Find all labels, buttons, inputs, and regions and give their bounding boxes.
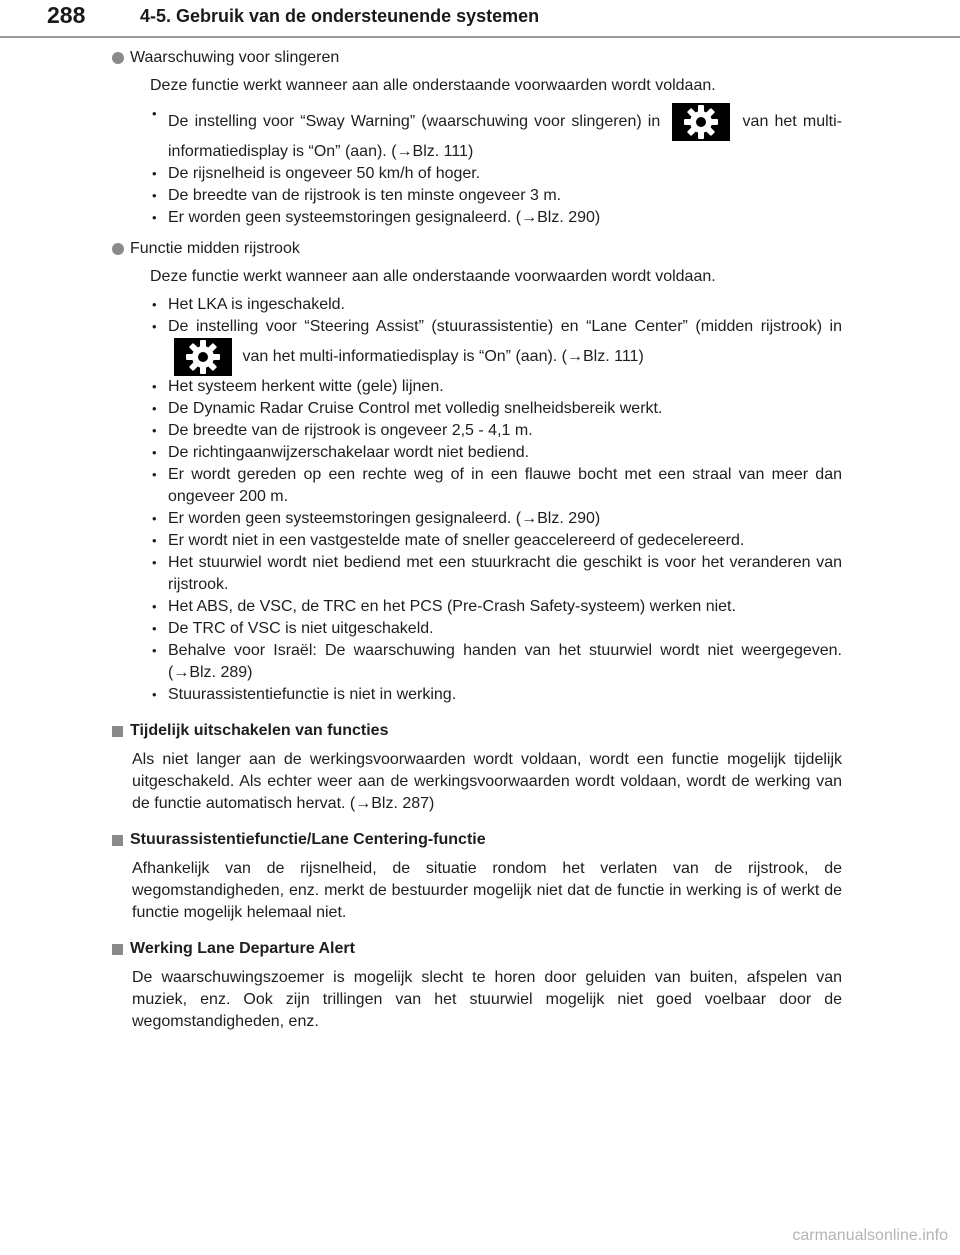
section-title: 4-5. Gebruik van de ondersteunende systemen <box>140 6 540 26</box>
steering-assist-heading <box>112 827 842 853</box>
page-content <box>112 46 842 1033</box>
list-item-text: De instelling voor “Sway Warning” (waarschuwing voor slingeren) in <box>168 113 661 131</box>
settings-gear-icon <box>174 338 232 376</box>
square-marker-icon <box>112 944 123 955</box>
list-item: • Er wordt niet in een vastgestelde mate of sneller geaccelereerd of gedecelereerd. <box>150 530 842 552</box>
list-item: • De rijsnelheid is ongeveer 50 km/h of hoger. <box>150 163 842 185</box>
list-item: • Er worden geen systeemstoringen gesignaleerd. (→Blz. 290) <box>150 508 842 530</box>
sway-warning-title: Waarschuwing voor slingeren <box>130 49 340 66</box>
settings-gear-icon <box>672 103 730 141</box>
list-item-text: van het multi-informatiedisplay is “On” (aan). (→Blz. 111) <box>168 113 842 160</box>
list-item: • De breedte van de rijstrook is ongeveer 2,5 - 4,1 m. <box>150 420 842 442</box>
list-item: • Stuurassistentiefunctie is niet in werking. <box>150 684 842 706</box>
steering-assist-title: Stuurassistentiefunctie/Lane Centering-functie <box>130 831 486 848</box>
page-number: 288 <box>47 2 86 28</box>
header-divider <box>0 36 960 38</box>
square-marker-icon <box>112 726 123 737</box>
lane-departure-alert-body: De waarschuwingszoemer is mogelijk slecht te horen door geluiden van buiten, afspelen van muziek, enz. Ook zijn trillingen van het stuurwiel mogelijk niet goed voelbaar door de wegomstandigheden, enz. <box>132 969 842 1030</box>
list-item: • De TRC of VSC is niet uitgeschakeld. <box>150 618 842 640</box>
lane-center-title: Functie midden rijstrook <box>130 240 300 257</box>
list-item: • Het LKA is ingeschakeld. <box>150 294 842 316</box>
temporary-deactivation-body: Als niet langer aan de werkingsvoorwaarden wordt voldaan, wordt een functie mogelijk tijdelijk uitgeschakeld. Als echter weer aan de werkingsvoorwaarden wordt voldaan, wordt de werking van de functie automatisch hervat. (→Blz. 287) <box>132 751 842 812</box>
list-item: • Het ABS, de VSC, de TRC en het PCS (Pre-Crash Safety-systeem) werken niet. <box>150 596 842 618</box>
page-header <box>0 0 960 40</box>
temporary-deactivation-title: Tijdelijk uitschakelen van functies <box>130 722 389 739</box>
sway-warning-conditions <box>150 103 842 229</box>
lane-center-heading <box>112 237 842 261</box>
sway-warning-intro: Deze functie werkt wanneer aan alle onderstaande voorwaarden wordt voldaan. <box>150 77 716 94</box>
lane-center-conditions <box>150 294 842 706</box>
temporary-deactivation-heading <box>112 718 842 744</box>
square-marker-icon <box>112 835 123 846</box>
list-item: • Het systeem herkent witte (gele) lijnen. <box>150 376 842 398</box>
lane-departure-alert-heading <box>112 936 842 962</box>
list-item-text: De instelling voor “Steering Assist” (stuurassistentie) en “Lane Center” (midden rijstrook) in <box>168 318 842 335</box>
list-item: • De breedte van de rijstrook is ten minste ongeveer 3 m. <box>150 185 842 207</box>
list-item: • De Dynamic Radar Cruise Control met volledig snelheidsbereik werkt. <box>150 398 842 420</box>
watermark-text: carmanualsonline.info <box>792 1227 948 1244</box>
list-item: • Er wordt gereden op een rechte weg of in een flauwe bocht met een straal van meer dan ongeveer 200 m. <box>150 464 842 508</box>
gear-icon <box>683 104 719 140</box>
list-item: • Er worden geen systeemstoringen gesignaleerd. (→Blz. 290) <box>150 207 842 229</box>
list-item <box>150 316 842 376</box>
list-item-text: van het multi-informatiedisplay is “On” (aan). (→Blz. 111) <box>242 348 644 366</box>
circle-bullet-icon <box>112 243 124 255</box>
gear-icon <box>185 339 221 375</box>
circle-bullet-icon <box>112 52 124 64</box>
list-item <box>150 103 842 163</box>
sway-warning-heading <box>112 46 842 70</box>
list-item: • Behalve voor Israël: De waarschuwing handen van het stuurwiel wordt niet weergegeven. (→Blz. 289) <box>150 640 842 684</box>
list-item: • De richtingaanwijzerschakelaar wordt niet bediend. <box>150 442 842 464</box>
lane-center-intro: Deze functie werkt wanneer aan alle onderstaande voorwaarden wordt voldaan. <box>150 268 716 285</box>
steering-assist-body: Afhankelijk van de rijsnelheid, de situatie rondom het verlaten van de rijstrook, de wegomstandigheden, enz. merkt de bestuurder mogelijk niet dat de functie in werking is of werkt de functie mogelijk helemaal niet. <box>132 860 842 921</box>
lane-departure-alert-title: Werking Lane Departure Alert <box>130 940 355 957</box>
list-item: • Het stuurwiel wordt niet bediend met een stuurkracht die geschikt is voor het veranderen van rijstrook. <box>150 552 842 596</box>
